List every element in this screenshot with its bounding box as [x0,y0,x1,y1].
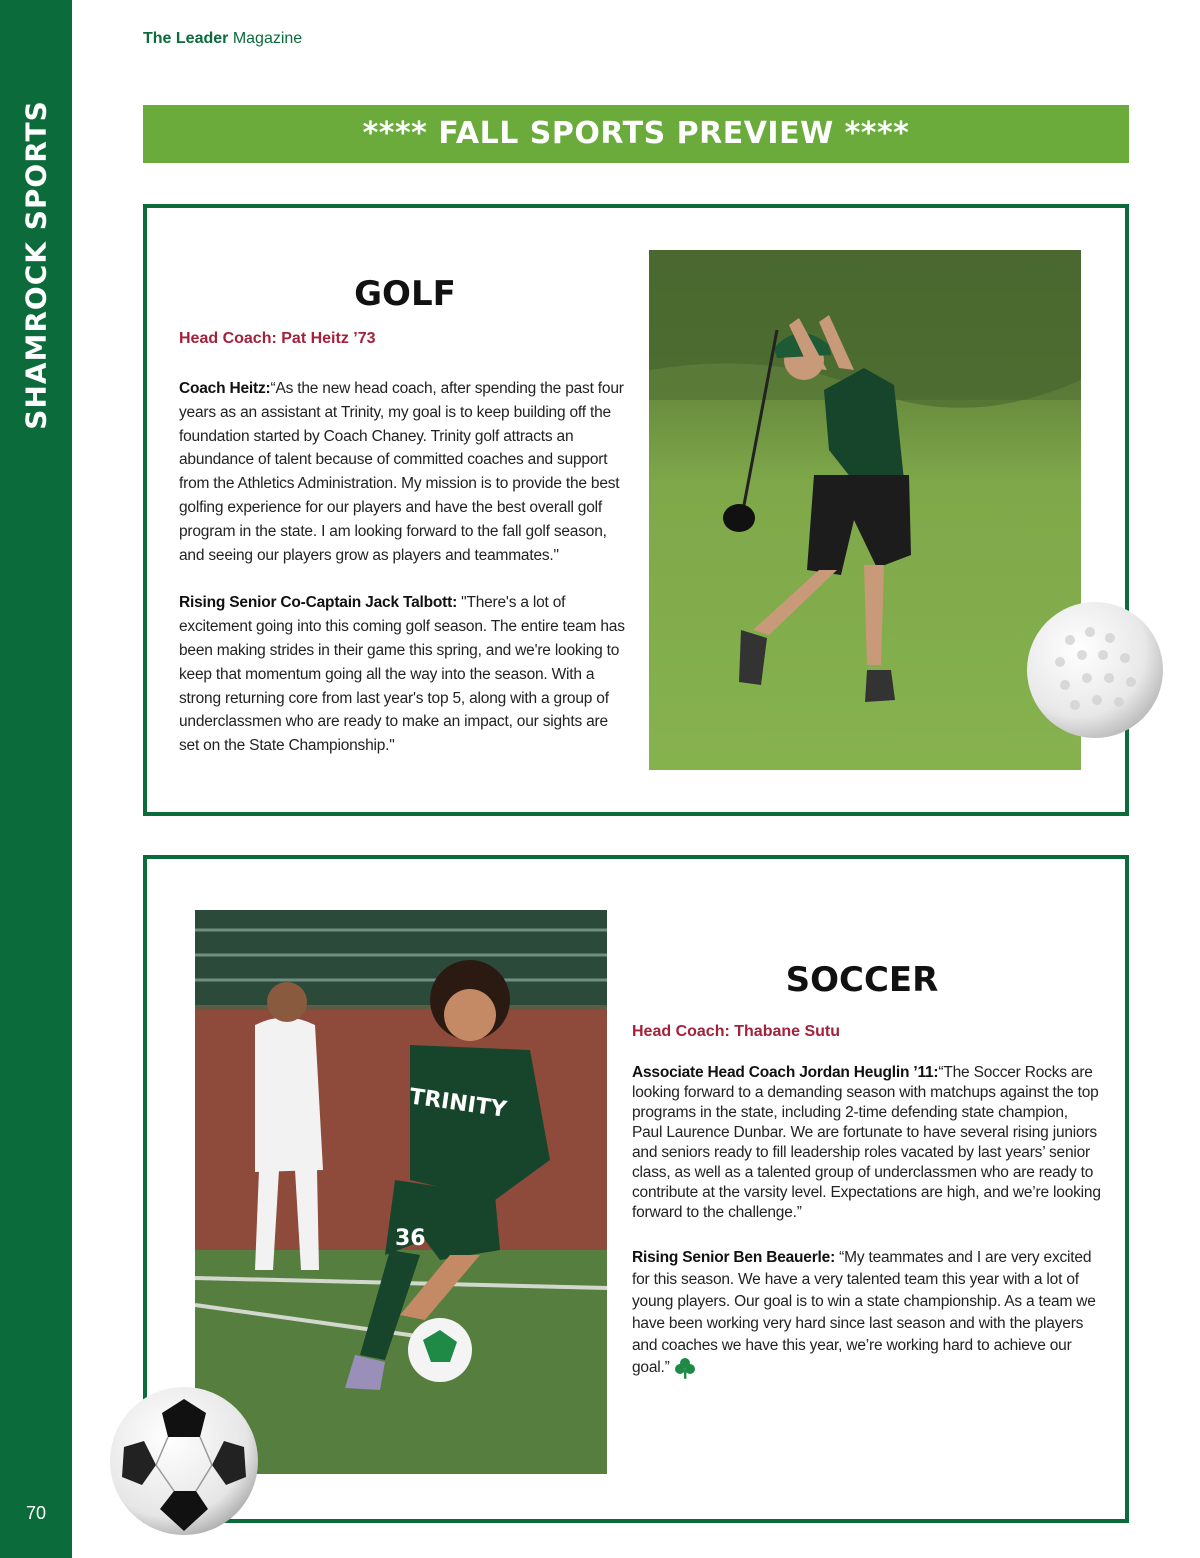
page-number: 70 [25,1503,47,1523]
soccer-quote-1 [632,1063,1102,1223]
soccer-title: SOCCER [785,960,939,1000]
banner-title: **** FALL SPORTS PREVIEW **** [143,105,1129,163]
soccer-text [632,1063,1102,1403]
golf-title: GOLF [354,274,456,314]
sidebar [0,0,72,1558]
soccer-quote-1-speaker: Associate Head Coach Jordan Heuglin ’11: [632,1064,939,1081]
soccer-quote-2-text: “My teammates and I are very excited for this season. We have a very talented team this year with a lot of young players. Our goal is to win a state championship. As a team we have been working very hard since last season and with the players and coaches we have this year, we’re working hard to achieve our goal.” [632,1249,1096,1377]
soccer-quote-1-text: “The Soccer Rocks are looking forward to a demanding season with matchups against the top programs in the state, including 2-time defending state champion, Paul Laurence Dunbar. We are fortunate to have several rising juniors and seniors ready to fill leadership roles vacated by last years’ senior class, as well as a talented group of underclassmen who are ready to contribute at the varsity level. Expectations are high, and we’re looking forward to the challenge.” [632,1064,1101,1221]
golf-quote-2-speaker: Rising Senior Co-Captain Jack Talbott: [179,594,458,612]
masthead [143,30,302,48]
golf-quote-1-speaker: Coach Heitz: [179,380,271,397]
golf-quote-2-text: "There's a lot of excitement going into this coming golf season. The entire team has been making strides in their game this spring, and we're looking to keep that momentum going all the way into the season. With a strong returning core from last year's top 5, along with a group of underclassmen who are ready to make an impact, our sights are set on the State Championship." [179,594,625,755]
golf-ball-icon [1025,600,1165,740]
jersey-number: 36 [395,1226,426,1251]
soccer-ball-icon [108,1385,260,1537]
golfer-illustration [649,250,1081,770]
golf-photo [649,250,1081,770]
soccer-quote-2-speaker: Rising Senior Ben Beauerle: [632,1249,836,1266]
golf-quote-1-text: “As the new head coach, after spending the past four years as an assistant at Trinity, my goal is to keep building off the foundation started by Coach Chaney. Trinity golf attracts an abundance of talent because of committed coaches and support from the Athletics Administration. My mission is to provide the best golfing experience for our players and have the best overall golf program in the state. I am looking forward to the fall golf season, and seeing our players grow as players and teammates." [179,380,624,564]
jersey-text: TRINITY [407,1084,509,1123]
golf-head-coach: Head Coach: Pat Heitz ’73 [179,330,376,347]
golf-quote-2 [179,591,629,758]
golf-quote-1 [179,377,629,567]
masthead-brand: The Leader [143,30,229,47]
golf-text [179,377,629,782]
section-label: SHAMROCK SPORTS [19,100,53,430]
soccer-head-coach: Head Coach: Thabane Sutu [632,1023,841,1040]
masthead-suffix: Magazine [232,30,303,47]
soccer-quote-2 [632,1247,1102,1379]
shamrock-icon [674,1357,696,1379]
